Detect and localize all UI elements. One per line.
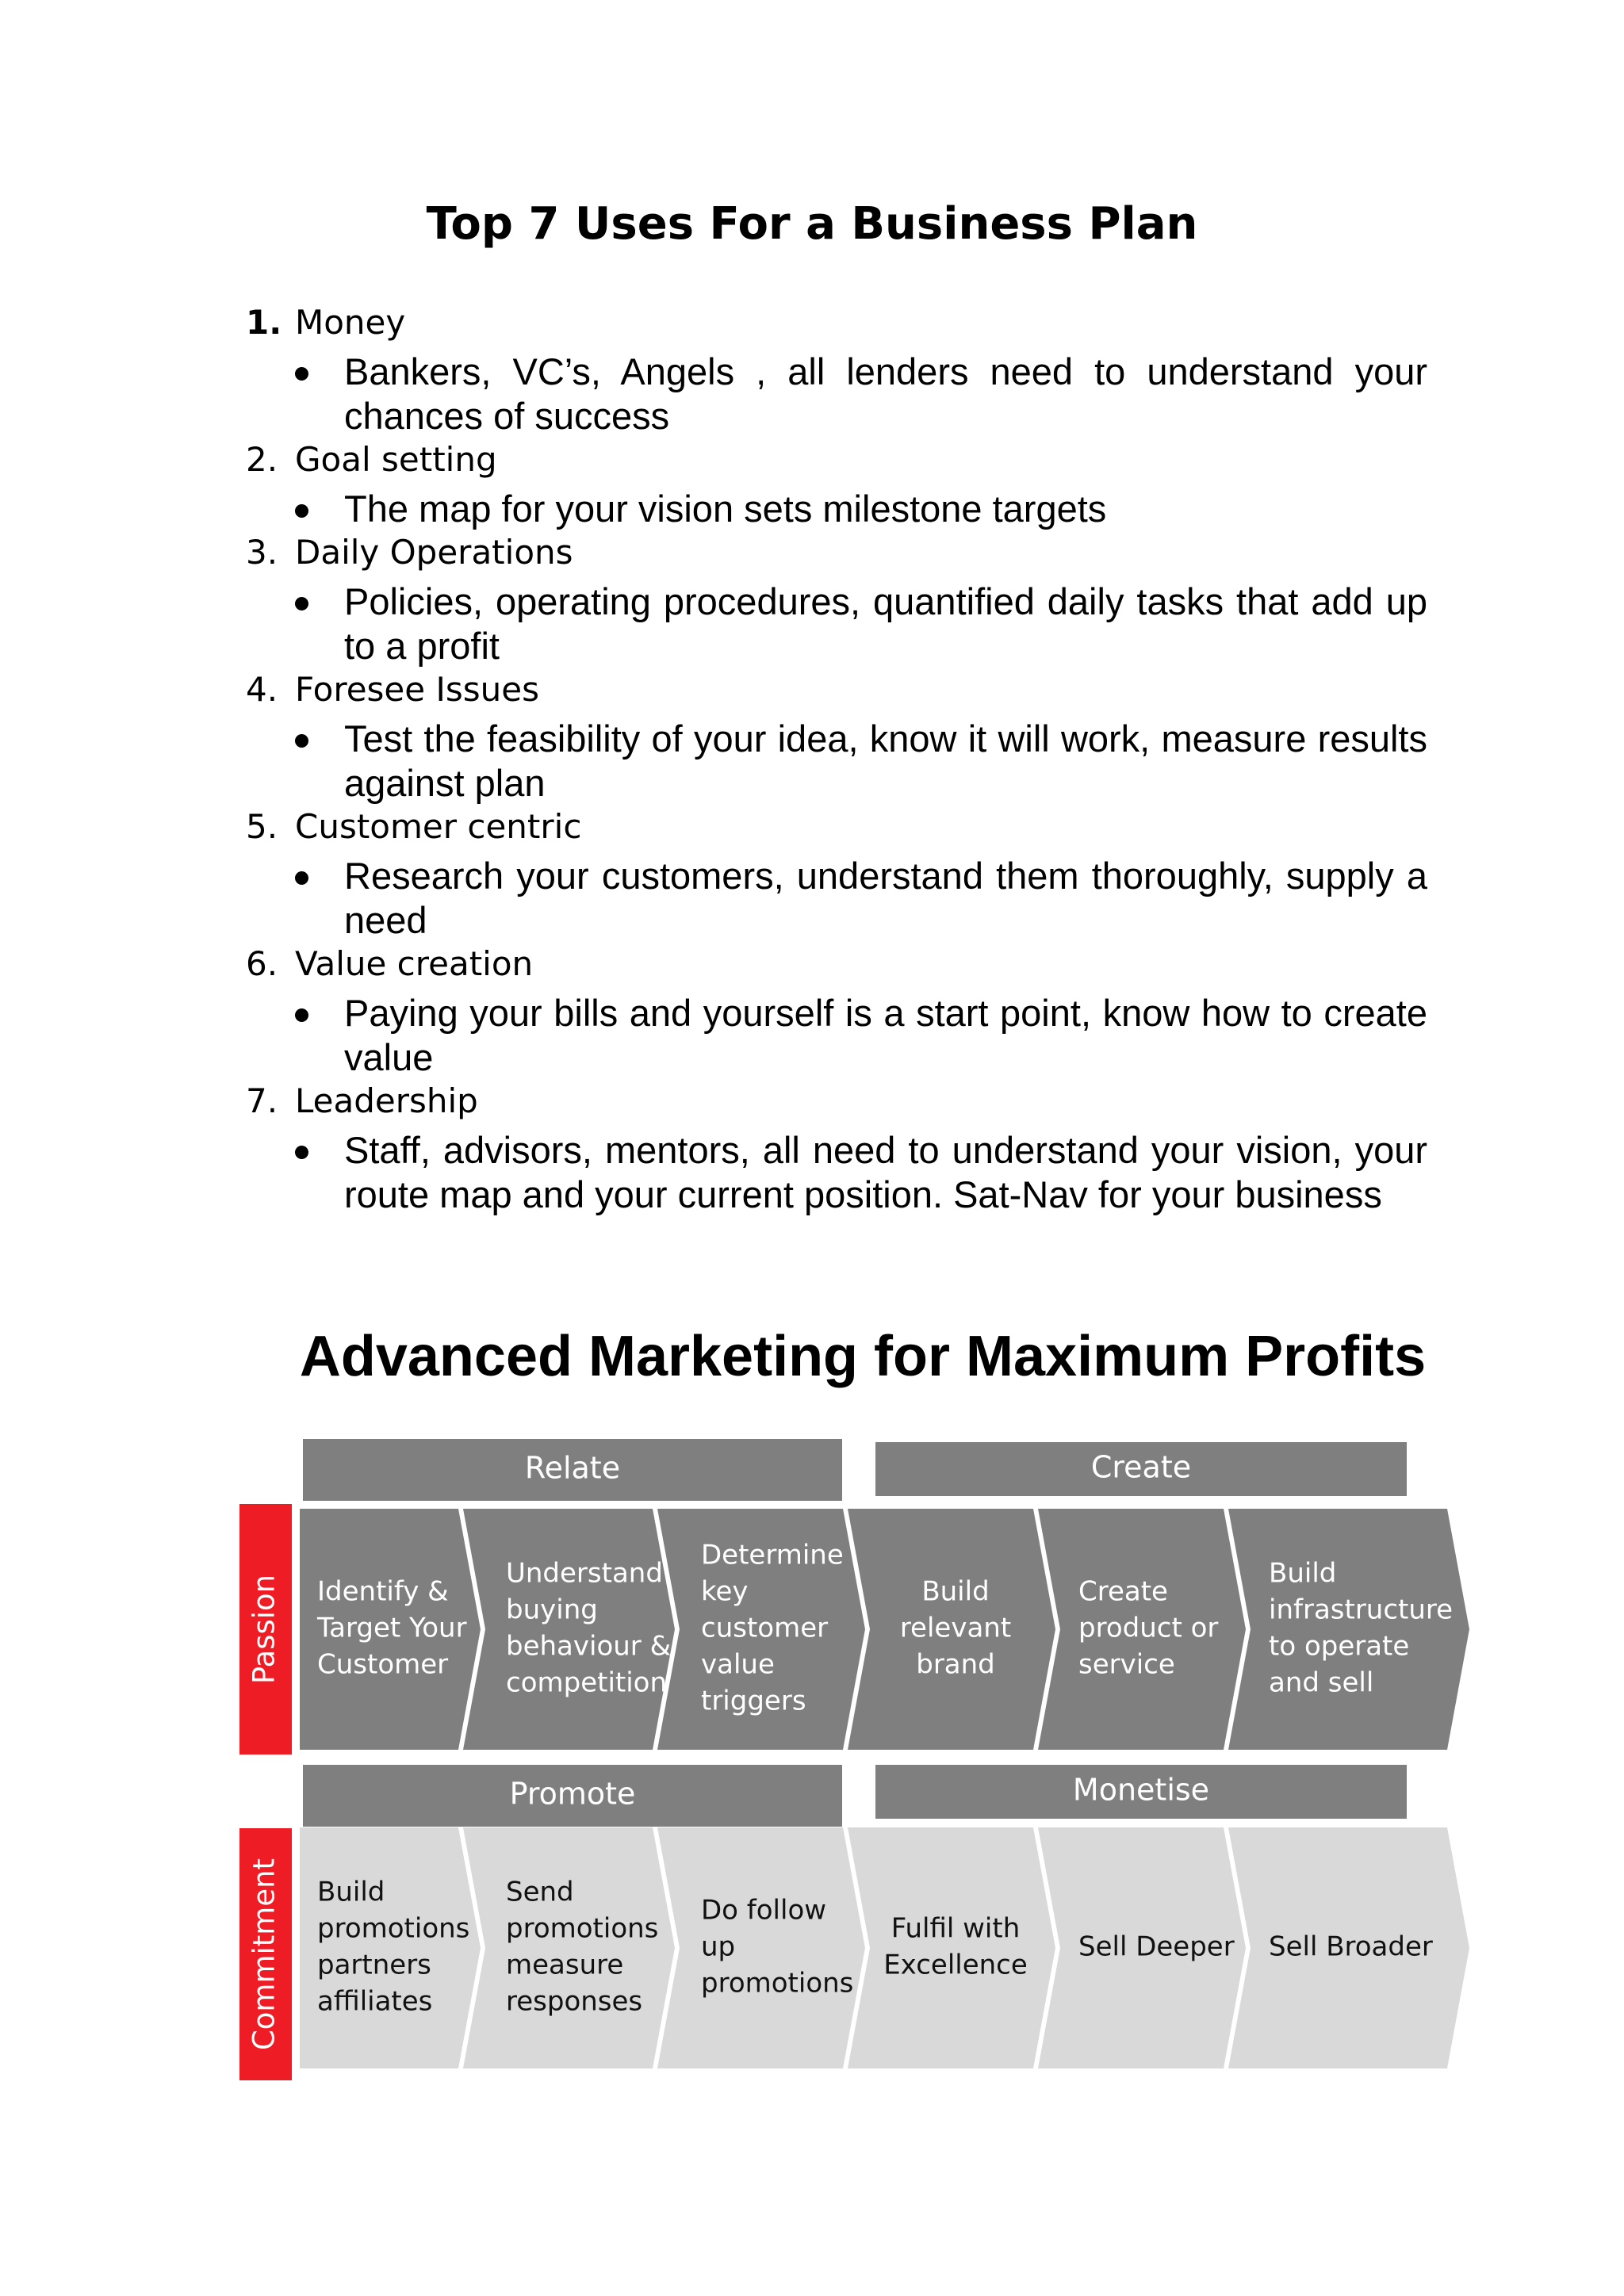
group-header-label: Relate bbox=[524, 1450, 621, 1486]
list-bullet-text: Policies, operating procedures, quantified daily tasks that add up to a profit bbox=[344, 580, 1427, 667]
step-label: Identify & Target Your Customer bbox=[317, 1575, 467, 1681]
list-bullet-text: Bankers, VC’s, Angels , all lenders need to understand your chances of success bbox=[344, 350, 1427, 437]
process-chevron bbox=[463, 1509, 675, 1750]
step-label: Do follow up promotions bbox=[701, 1894, 854, 1999]
list-bullet-text: Staff, advisors, mentors, all need to understand your vision, your route map and your current position. Sat-Nav for your business bbox=[344, 1129, 1427, 1215]
section-title: Advanced Marketing for Maximum Profits bbox=[299, 1325, 1427, 1388]
step-label: Determine key customer value triggers bbox=[701, 1539, 844, 1717]
list-heading: Customer centric bbox=[295, 807, 582, 846]
list-number: 1. bbox=[246, 303, 282, 342]
step-label: Sell Deeper bbox=[1078, 1931, 1235, 1963]
process-chevron bbox=[848, 1827, 1055, 2068]
process-chevron bbox=[463, 1827, 675, 2068]
list-bullet-text: Research your customers, understand them thoroughly, supply a need bbox=[344, 855, 1427, 941]
step-label: Build promotions partners affiliates bbox=[317, 1876, 470, 2018]
list-heading: Goal setting bbox=[295, 440, 497, 479]
step-label: Create product or service bbox=[1078, 1575, 1219, 1681]
side-label: Commitment bbox=[247, 1858, 282, 2051]
list-heading: Value creation bbox=[295, 944, 534, 983]
process-chevron bbox=[300, 1827, 481, 2068]
list-heading: Daily Operations bbox=[295, 533, 573, 572]
list-heading: Money bbox=[295, 303, 406, 342]
step-label: Fulfil with Excellence bbox=[883, 1912, 1028, 1981]
list-number: 7. bbox=[246, 1081, 278, 1120]
process-chevron bbox=[1228, 1509, 1469, 1750]
list-heading: Foresee Issues bbox=[295, 670, 539, 709]
step-label: Build relevant brand bbox=[899, 1575, 1012, 1681]
side-label: Passion bbox=[247, 1574, 282, 1685]
list-bullet-text: Test the feasibility of your idea, know it will work, measure results against plan bbox=[344, 718, 1427, 804]
group-header-label: Promote bbox=[509, 1776, 636, 1812]
step-label: Sell Broader bbox=[1269, 1931, 1433, 1963]
list-number: 6. bbox=[246, 944, 278, 983]
page-title: Top 7 Uses For a Business Plan bbox=[426, 198, 1198, 250]
group-header-label: Create bbox=[1090, 1449, 1192, 1485]
list-number: 4. bbox=[246, 670, 278, 709]
list-bullet-text: The map for your vision sets milestone targets bbox=[344, 488, 1107, 530]
list-bullet-text: Paying your bills and yourself is a start point, know how to create value bbox=[344, 992, 1427, 1078]
process-chevron bbox=[657, 1827, 865, 2068]
list-number: 3. bbox=[246, 533, 278, 572]
list-heading: Leadership bbox=[295, 1081, 478, 1120]
step-label: Understand buying behaviour & competition bbox=[506, 1557, 672, 1699]
step-label: Send promotions measure responses bbox=[506, 1876, 659, 2018]
list-number: 5. bbox=[246, 807, 278, 846]
step-label: Build infrastructure to operate and sell bbox=[1269, 1557, 1454, 1699]
group-header-label: Monetise bbox=[1072, 1772, 1210, 1808]
list-number: 2. bbox=[246, 440, 278, 479]
